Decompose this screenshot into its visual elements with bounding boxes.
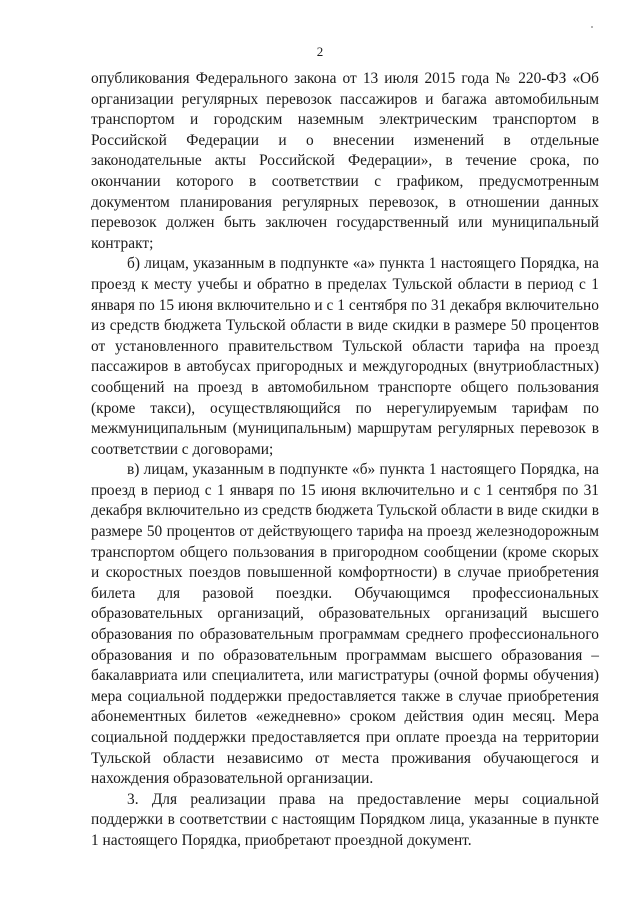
paragraph-continuation: опубликования Федерального закона от 13 июля 2015 года № 220-ФЗ «Об организации регулярных перевозок пассажиров и багажа автомобильным транспортом и городским наземным электрическим транспортом в Российской Федерации и о внесении изменений в отдельные законодательные акты Российской Федерации», в течение срока, по окончании которого в соответствии с графиком, предусмотренным документом планирования регулярных перевозок, в отношении данных перевозок должен быть заключен государственный или муниципальный контракт; bbox=[91, 70, 599, 252]
page-number: 2 bbox=[316, 44, 324, 59]
scan-speck bbox=[591, 26, 593, 28]
paragraph-subitem-v: в) лицам, указанным в подпункте «б» пункта 1 настоящего Порядка, на проезд в период с 1 января по 15 июня включительно и с 1 сентября по 31 декабря включительно из средств бюджета Тульской области в виде скидки в размере 50 процентов от действующего тарифа на проезд железнодорожным транспортом общего пользования в пригородном сообщении (кроме скорых и скоростных поездов повышенной комфортности) в случае приобретения билета для разовой поездки. Обучающимся профессиональных образовательных организаций, образовательных организаций высшего образования по образовательным программам среднего профессионального образования и по образовательным программам высшего образования – бакалавриата или специалитета, или магистратуры (очной формы обучения) мера социальной поддержки предоставляется также в случае приобретения абонементных билетов «ежедневно» сроком действия один месяц. Мера социальной поддержки предоставляется при оплате проезда на территории Тульской области независимо от места проживания обучающегося и нахождения образовательной организации. bbox=[91, 461, 599, 788]
document-body bbox=[91, 69, 599, 852]
paragraph-item-3: 3. Для реализации права на предоставление меры социальной поддержки в соответствии с настоящим Порядком лица, указанные в пункте 1 настоящего Порядка, приобретают проездной документ. bbox=[91, 790, 599, 849]
paragraph-subitem-b: б) лицам, указанным в подпункте «а» пункта 1 настоящего Порядка, на проезд к месту учебы и обратно в пределах Тульской области в период с 1 января по 15 июня включительно и с 1 сентября по 31 декабря включительно из средств бюджета Тульской области в виде скидки в размере 50 процентов от установленного правительством Тульской области тарифа на проезд пассажиров в автобусах пригородных и междугородных (внутриобластных) сообщений на проезд в автомобильном транспорте общего пользования (кроме такси), осуществляющийся по нерегулируемым тарифам по межмуниципальным (муниципальным) маршрутам регулярных перевозок в соответствии с договорами; bbox=[91, 255, 599, 458]
